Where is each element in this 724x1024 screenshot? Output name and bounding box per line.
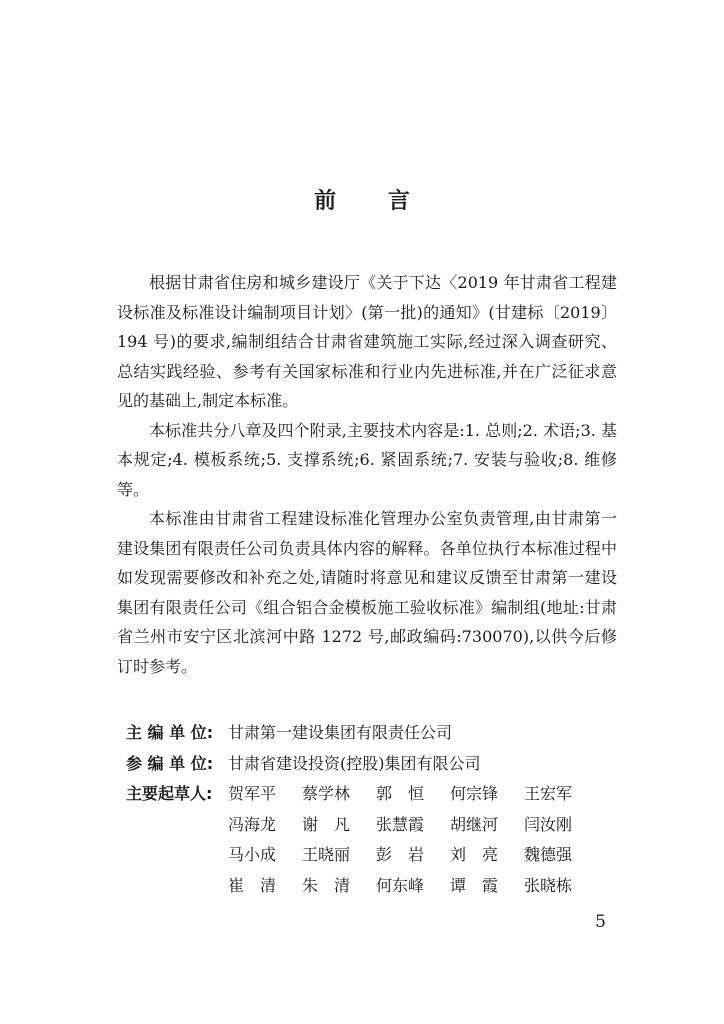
co-unit-value: 甘肃省建设投资(控股)集团有限公司 [228, 753, 481, 773]
preface-body [117, 268, 617, 681]
drafters-label: 主要起草人: [126, 784, 213, 803]
drafter-name: 谢 凡 [302, 814, 351, 834]
preface-paragraph: 本标准由甘肃省工程建设标准化管理办公室负责管理,由甘肃第一建设集团有限责任公司负责具体内容的解释。各单位执行本标准过程中如发现需要修改和补充之处,请随时将意见和建议反馈至甘肃第一建设集团有限责任公司《组合铝合金模板施工验收标准》编制组(地址:甘肃省兰州市安宁区北滨河中路 1272 号,邮政编码:730070),以供今后修订时参考。 [117, 509, 617, 676]
drafter-name: 张晓栋 [524, 875, 573, 895]
drafters-list [228, 779, 606, 901]
drafter-name: 郭 恒 [376, 784, 425, 803]
page-number: 5 [595, 912, 606, 932]
drafter-name: 朱 清 [302, 875, 351, 895]
drafter-name: 贺军平 [228, 784, 277, 803]
drafter-name: 魏德强 [524, 845, 573, 864]
drafter-name: 刘 亮 [450, 845, 499, 864]
drafter-name: 王晓丽 [302, 845, 351, 864]
credits-block [126, 718, 606, 901]
drafter-name: 谭 霞 [450, 875, 499, 895]
preface-paragraph: 根据甘肃省住房和城乡建设厅《关于下达〈2019 年甘肃省工程建设标准及标准设计编制项目计划〉(第一批)的通知》(甘建标〔2019〕194 号)的要求,编制组结合甘肃省建筑施工实际,经过深入调查研究、总结实践经验、参考有关国家标准和行业内先进标准,并在广泛征求意见的基础上,制定本标准。 [117, 273, 617, 410]
drafters-row [126, 779, 606, 901]
drafter-name: 何宗锋 [450, 784, 499, 803]
page-title: 前 言 [314, 189, 432, 214]
co-unit-label: 参 编 单 位: [126, 753, 214, 773]
chief-unit-label: 主 编 单 位: [126, 723, 214, 742]
drafter-name: 何东峰 [376, 875, 425, 895]
drafter-name: 闫汝刚 [524, 814, 573, 834]
drafter-name: 王宏军 [524, 784, 573, 803]
drafter-name: 彭 岩 [376, 845, 425, 864]
chief-unit-row [126, 718, 606, 749]
drafter-name: 胡继河 [450, 814, 499, 834]
co-unit-row [126, 749, 606, 780]
chief-unit-value: 甘肃第一建设集团有限责任公司 [228, 723, 453, 742]
drafter-name: 张慧霞 [376, 814, 425, 834]
drafter-name: 蔡学林 [302, 784, 351, 803]
drafter-name: 冯海龙 [228, 814, 277, 834]
drafter-name: 崔 清 [228, 875, 277, 895]
preface-paragraph: 本标准共分八章及四个附录,主要技术内容是:1. 总则;2. 术语;3. 基本规定;4. 模板系统;5. 支撑系统;6. 紧固系统;7. 安装与验收;8. 维修等。 [117, 420, 617, 499]
drafter-name: 马小成 [228, 845, 277, 864]
